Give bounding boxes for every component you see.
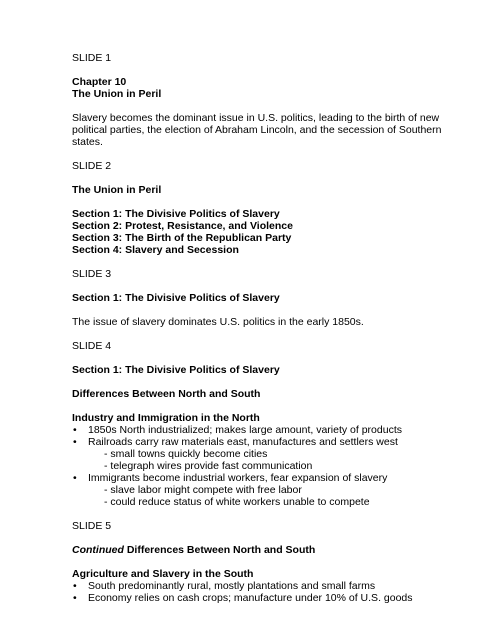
bullet-item: • Railroads carry raw materials east, manufactures and settlers west - small towns quickly become cities - telegraph wires provide fast communication [72, 436, 472, 472]
slide-subheading: Agriculture and Slavery in the South [72, 568, 254, 580]
bullet-item: • Economy relies on cash crops; manufacture under 10% of U.S. goods [72, 592, 472, 604]
continued-label: Continued [72, 544, 124, 556]
slide-title: Section 1: The Divisive Politics of Slavery [72, 364, 280, 376]
heading-text: Differences Between North and South [123, 544, 316, 556]
chapter-number: Chapter 10 [72, 76, 127, 88]
bullet-item: • South predominantly rural, mostly plantations and small farms [72, 580, 472, 592]
bullet-list [72, 580, 472, 604]
slide-label: SLIDE 4 [72, 340, 112, 352]
chapter-summary: Slavery becomes the dominant issue in U.S. politics, leading to the birth of new political parties, the election of Abraham Lincoln, and the secession of Southern states. [72, 112, 442, 148]
sub-item: - small towns quickly become cities [104, 448, 268, 460]
bullet-item: • 1850s North industrialized; makes large amount, variety of products [72, 424, 472, 436]
sub-item: - slave labor might compete with free labor [104, 484, 302, 496]
slide-label: SLIDE 3 [72, 268, 112, 280]
slide-heading [72, 544, 472, 556]
slide-text: The issue of slavery dominates U.S. politics in the early 1850s. [72, 316, 364, 328]
section-item: Section 3: The Birth of the Republican Party [72, 232, 292, 244]
slide-label: SLIDE 1 [72, 52, 112, 64]
slide-subheading: Industry and Immigration in the North [72, 412, 260, 424]
sub-item: - telegraph wires provide fast communication [104, 460, 313, 472]
bullet-list [72, 424, 472, 508]
section-item: Section 2: Protest, Resistance, and Violence [72, 220, 293, 232]
chapter-title: The Union in Peril [72, 88, 162, 100]
slide-label: SLIDE 2 [72, 160, 112, 172]
document-page [72, 52, 472, 604]
sub-item: - could reduce status of white workers unable to compete [104, 496, 370, 508]
slide-label: SLIDE 5 [72, 520, 112, 532]
slide-title: Section 1: The Divisive Politics of Slavery [72, 292, 280, 304]
slide-title: The Union in Peril [72, 184, 162, 196]
bullet-item: • Immigrants become industrial workers, fear expansion of slavery - slave labor might compete with free labor - could reduce status of white workers unable to compete [72, 472, 472, 508]
slide-heading: Differences Between North and South [72, 388, 261, 400]
section-item: Section 4: Slavery and Secession [72, 244, 239, 256]
section-item: Section 1: The Divisive Politics of Slavery [72, 208, 280, 220]
